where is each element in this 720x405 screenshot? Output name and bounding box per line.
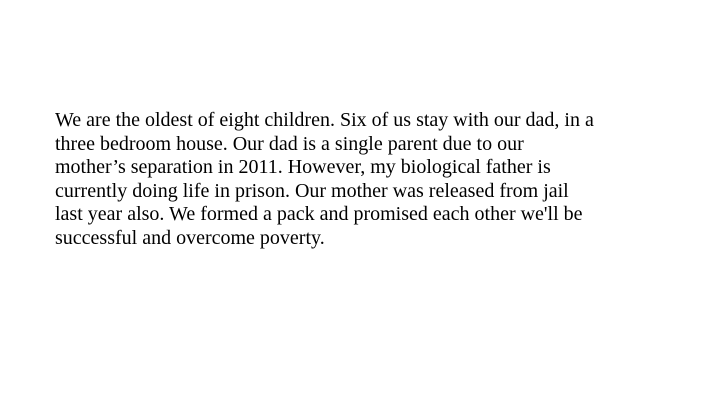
paragraph-line: last year also. We formed a pack and promised each other we'll be <box>55 203 583 226</box>
paragraph-line: mother’s separation in 2011. However, my biological father is <box>55 156 551 179</box>
paragraph-line: three bedroom house. Our dad is a single parent due to our <box>55 132 524 155</box>
paragraph-line: successful and overcome poverty. <box>55 226 325 249</box>
paragraph-line: We are the oldest of eight children. Six of us stay with our dad, in a <box>55 109 594 131</box>
paragraph <box>55 109 695 251</box>
paragraph-line: currently doing life in prison. Our mother was released from jail <box>55 179 569 202</box>
